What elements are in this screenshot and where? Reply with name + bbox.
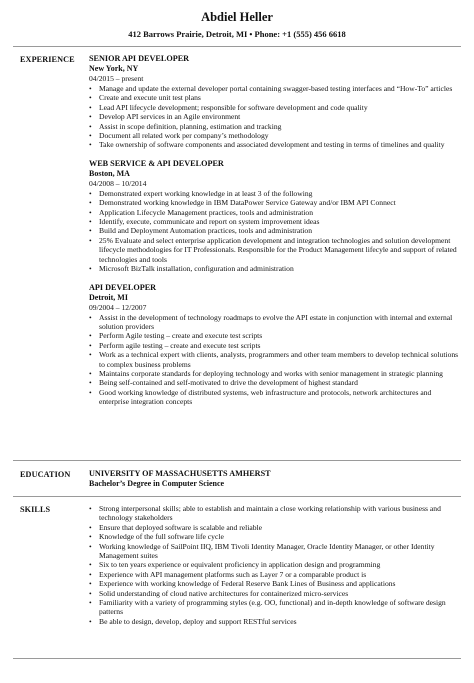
list-item: • Six to ten years experience or equivalent proficiency in application design and programming xyxy=(89,560,459,569)
list-item: • Experience with working knowledge of Federal Reserve Bank Lines of Business and applications xyxy=(89,579,459,588)
job-bullets xyxy=(89,313,459,407)
list-item: • Familiarity with a variety of programming styles (e.g. OO, functional) and in-depth knowledge of software design patterns xyxy=(89,598,459,617)
job-title: API DEVELOPER xyxy=(89,282,157,292)
job-bullets xyxy=(89,189,459,274)
job-dates: 09/2004 – 12/2007 xyxy=(89,302,147,312)
list-item: • Develop API services in an Agile environment xyxy=(89,112,459,121)
education-section xyxy=(89,469,459,489)
list-item: • Good working knowledge of distributed systems, web infrastructure and protocols, network architectures and enterprise integration concepts xyxy=(89,388,459,407)
list-item: • Working knowledge of SailPoint IIQ, IBM Tivoli Identity Manager, Oracle Identity Manager, or other Identity Management suites xyxy=(89,542,459,561)
list-item: • Assist in the development of technology roadmaps to evolve the API estate in conjunction with internal and external solution providers xyxy=(89,313,459,332)
school-name: UNIVERSITY OF MASSACHUSETTS AMHERST xyxy=(89,469,271,478)
job-location: New York, NY xyxy=(89,64,139,73)
education-divider xyxy=(13,496,461,497)
list-item: • Document all related work per company’s methodology xyxy=(89,131,459,140)
job-entry xyxy=(89,283,459,407)
list-item: • Assist in scope definition, planning, estimation and tracking xyxy=(89,122,459,131)
list-item: • Ensure that deployed software is scalable and reliable xyxy=(89,523,459,532)
list-item: • Experience with API management platforms such as Layer 7 or a comparable product is xyxy=(89,570,459,579)
job-title: SENIOR API DEVELOPER xyxy=(89,54,190,63)
list-item: • 25% Evaluate and select enterprise application development and integration technologies and solution development lifecycle methodologies for IT Professionals. Responsible for the Product Management lifecyle and support of related technologies and tools xyxy=(89,236,459,264)
skills-section xyxy=(89,504,459,626)
section-label-experience: EXPERIENCE xyxy=(20,55,75,64)
list-item: • Microsoft BizTalk installation, configuration and administration xyxy=(89,264,459,273)
job-entry xyxy=(89,159,459,274)
job-bullets xyxy=(89,84,459,150)
section-label-education: EDUCATION xyxy=(20,470,71,479)
list-item: • Manage and update the external developer portal containing swagger-based testing interfaces and “How-To” articles xyxy=(89,84,459,93)
list-item: • Take ownership of software components and associated development and testing in terms of timelines and quality xyxy=(89,140,459,149)
list-item: • Application Lifecycle Management practices, tools and administration xyxy=(89,208,459,217)
experience-section xyxy=(89,54,459,416)
list-item: • Solid understanding of cloud native architectures for containerized micro-services xyxy=(89,589,459,598)
list-item: • Lead API lifecycle development; responsible for software development and code quality xyxy=(89,103,459,112)
list-item: • Being self-contained and self-motivated to drive the development of highest standard xyxy=(89,378,459,387)
list-item: • Maintains corporate standards for deploying technology and works with senior management in strategic planning xyxy=(89,369,459,378)
list-item: • Identify, execute, communicate and report on system improvement ideas xyxy=(89,217,459,226)
list-item: • Demonstrated expert working knowledge in at least 3 of the following xyxy=(89,189,459,198)
list-item: • Create and execute unit test plans xyxy=(89,93,459,102)
list-item: • Build and Deployment Automation practices, tools and administration xyxy=(89,226,459,235)
list-item: • Work as a technical expert with clients, analysts, programmers and other team members to develop technical solutions to complex business problems xyxy=(89,350,459,369)
job-location: Boston, MA xyxy=(89,168,130,178)
job-dates: 04/2008 – 10/2014 xyxy=(89,178,147,188)
job-title: WEB SERVICE & API DEVELOPER xyxy=(89,158,224,168)
skills-divider xyxy=(13,658,461,659)
list-item: • Be able to design, develop, deploy and support RESTful services xyxy=(89,617,459,626)
list-item: • Knowledge of the full software life cycle xyxy=(89,532,459,541)
experience-divider xyxy=(13,460,461,461)
job-entry xyxy=(89,54,459,150)
list-item: • Demonstrated working knowledge in IBM DataPower Service Gateway and/or IBM API Connect xyxy=(89,198,459,207)
candidate-name: Abdiel Heller xyxy=(201,10,273,24)
list-item: • Perform agile testing – create and execute test scripts xyxy=(89,341,459,350)
resume-header xyxy=(0,9,474,40)
job-dates: 04/2015 – present xyxy=(89,74,144,83)
list-item: • Perform Agile testing – create and execute test scripts xyxy=(89,331,459,340)
job-location: Detroit, MI xyxy=(89,292,128,302)
contact-line: 412 Barrows Prairie, Detroit, MI • Phone: +1 (555) 456 6618 xyxy=(128,29,346,39)
skills-bullets xyxy=(89,504,459,626)
degree-name: Bachelor’s Degree in Computer Science xyxy=(89,479,225,488)
list-item: • Strong interpersonal skills; able to establish and maintain a close working relationship with various business and technology stakeholders xyxy=(89,504,459,523)
header-divider xyxy=(13,46,461,47)
section-label-skills: SKILLS xyxy=(20,505,51,514)
